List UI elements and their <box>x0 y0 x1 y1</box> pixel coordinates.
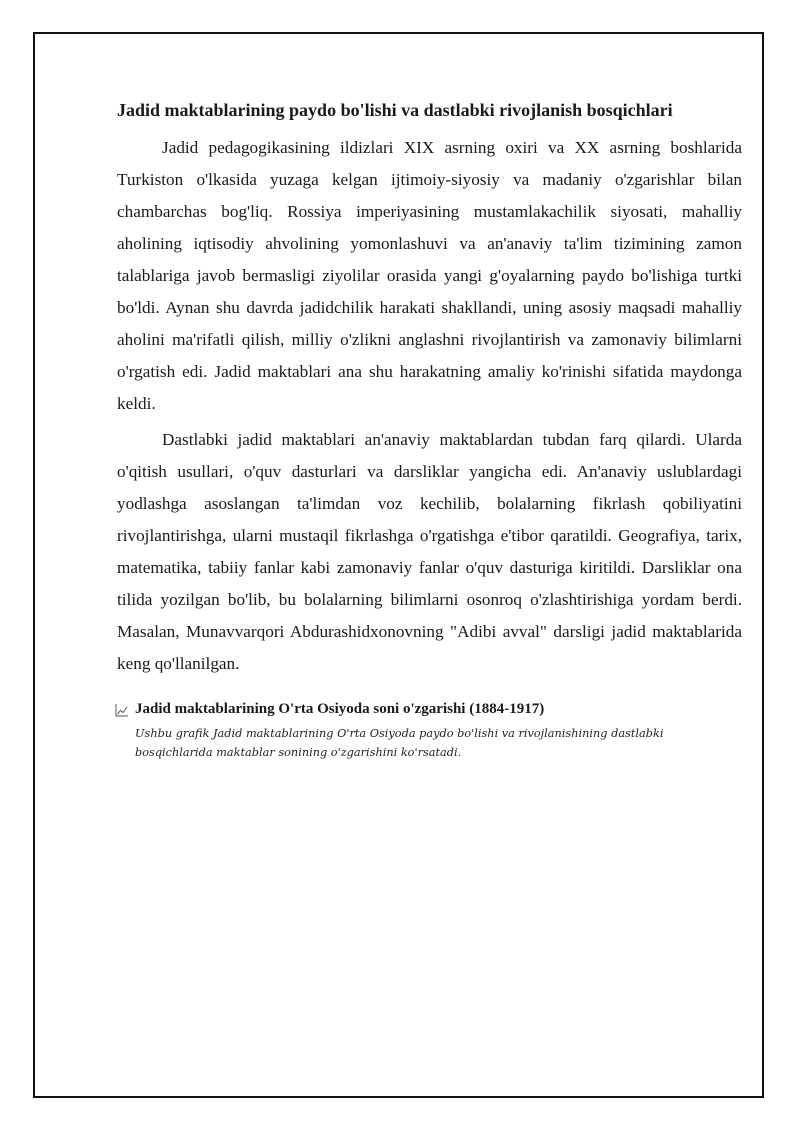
chart-icon <box>115 702 129 716</box>
chart-block <box>117 698 742 762</box>
chart-title-row <box>117 698 742 720</box>
paragraph-1: Jadid pedagogikasining ildizlari XIX asrning oxiri va XX asrning boshlarida Turkiston o'lkasida yuzaga kelgan ijtimoiy-siyosiy va madaniy o'zgarishlar bilan chambarchas bog'liq. Rossiya imperiyasining mustamlakachilik siyosati, mahalliy aholining iqtisodiy ahvolining yomonlashuvi va an'anaviy ta'lim tizimining zamon talablariga javob bermasligi ziyolilar orasida yangi g'oyalarning paydo bo'lishiga turtki bo'ldi. Aynan shu davrda jadidchilik harakati shakllandi, uning asosiy maqsadi mahalliy aholini ma'rifatli qilish, milliy o'zlikni anglashni rivojlantirish va zamonaviy bilimlarni o'rgatish edi. Jadid maktablari ana shu harakatning amaliy ko'rinishi sifatida maydonga keldi. <box>117 138 742 413</box>
document-body <box>117 97 742 762</box>
section-heading: Jadid maktablarining paydo bo'lishi va dastlabki rivojlanish bosqichlari <box>117 100 673 120</box>
chart-caption: Ushbu grafik Jadid maktablarining O'rta Osiyoda paydo bo'lishi va rivojlanishining dastlabki bosqichlarida maktablar sonining o'zgarishini ko'rsatadi. <box>135 727 664 759</box>
paragraph-2: Dastlabki jadid maktablari an'anaviy maktablardan tubdan farq qilardi. Ularda o'qitish usullari, o'quv dasturlari va darsliklar yangicha edi. An'anaviy uslublardagi yodlashga asoslangan ta'limdan voz kechilib, bolalarning fikrlash qobiliyatini rivojlantirishga, ularni mustaqil fikrlashga o'rgatishga e'tibor qaratildi. Geografiya, tarix, matematika, tabiiy fanlar kabi zamonaviy fanlar o'quv dasturiga kiritildi. Darsliklar ona tilida yozilgan bo'lib, bu bolalarning bilimlarni osonroq o'zlashtirishiga yordam berdi. Masalan, Munavvarqori Abdurashidxonovning "Adibi avval" darsligi jadid maktablarida keng qo'llanilgan. <box>117 430 742 673</box>
chart-title: Jadid maktablarining O'rta Osiyoda soni o'zgarishi (1884-1917) <box>135 701 545 717</box>
